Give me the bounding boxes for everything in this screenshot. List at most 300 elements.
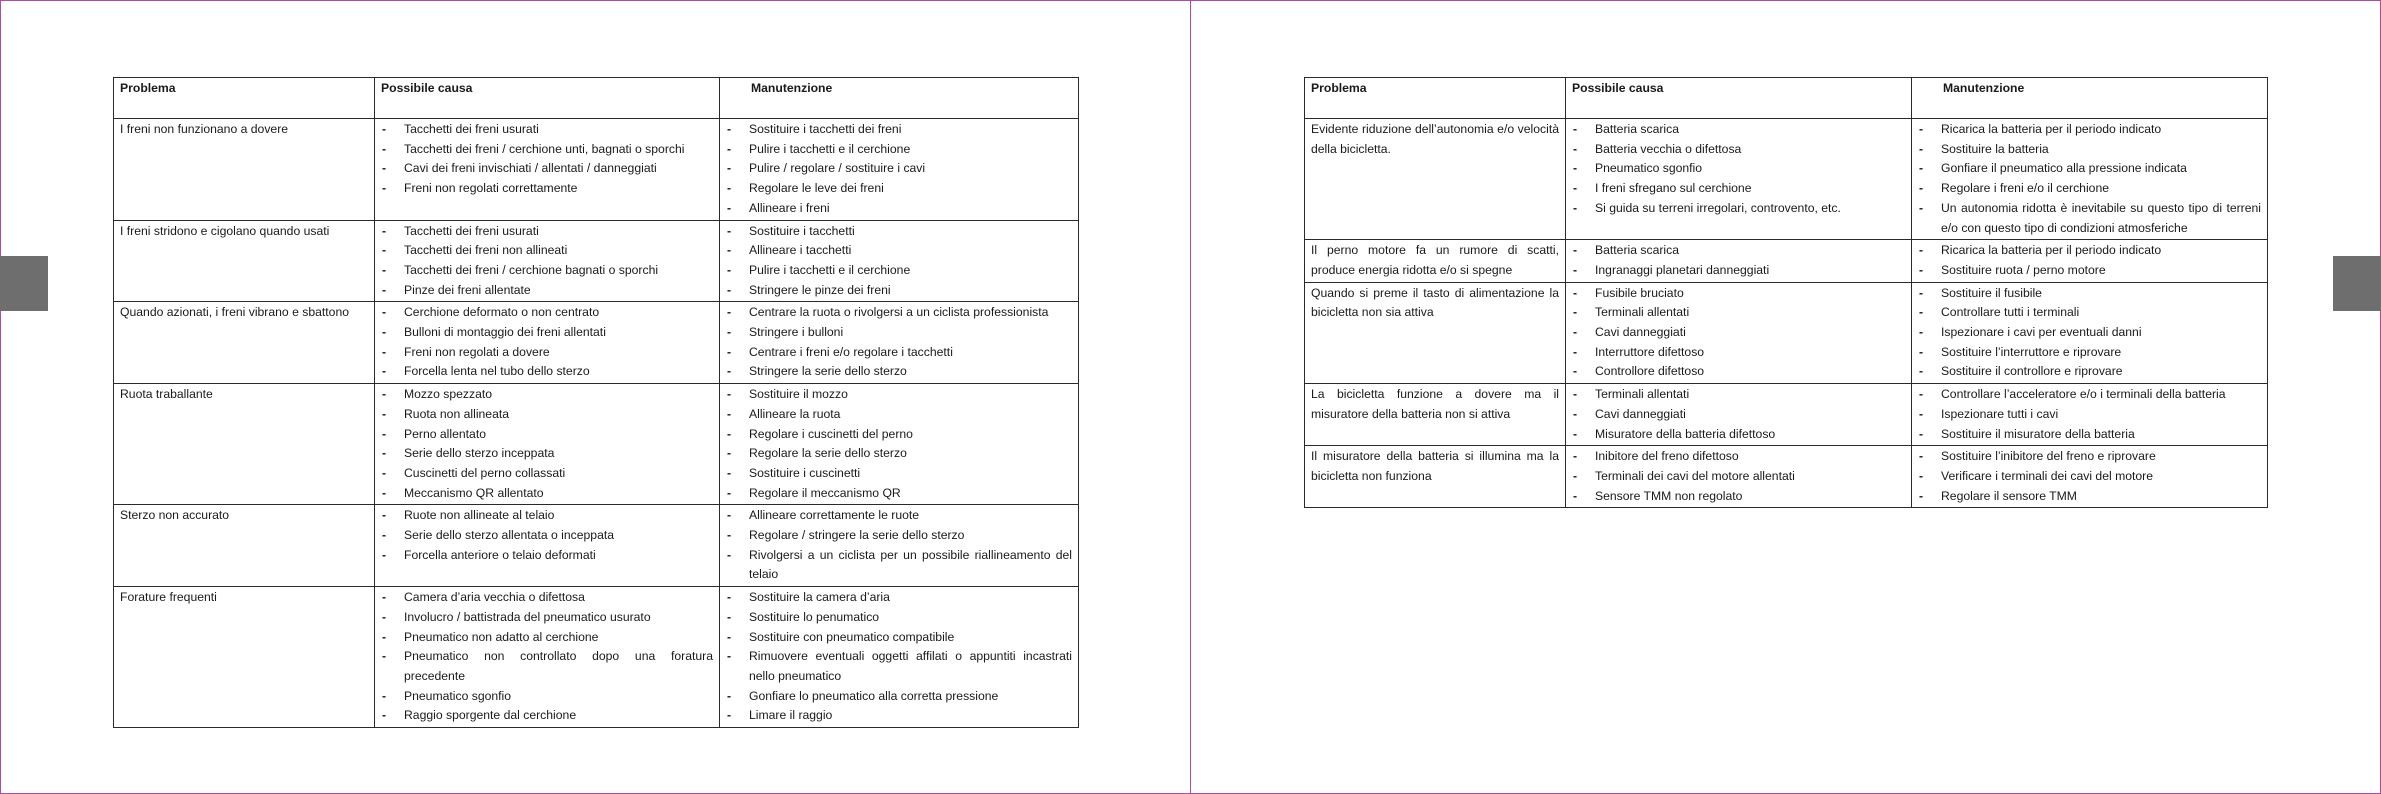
bullet-dash: -: [1919, 262, 1924, 277]
maintenance-cell: [1912, 119, 2268, 240]
maintenance-cell: [720, 384, 1079, 505]
maintenance-text: Sostituire i tacchetti: [749, 223, 855, 238]
cause-cell: [375, 505, 720, 587]
maintenance-text: Ricarica la batteria per il periodo indicato: [1941, 122, 2162, 136]
problem-cell: Il perno motore fa un rumore di scatti, produce energia ridotta e/o si spegne: [1305, 240, 1566, 282]
cause-text: Pinze dei freni allentate: [404, 282, 531, 297]
table-header-row: [114, 78, 1079, 119]
bullet-dash: -: [382, 122, 387, 136]
cause-text: Cavi dei freni invischiati / allentati / danneggiati: [404, 161, 657, 176]
bullet-dash: -: [1919, 387, 1924, 402]
maintenance-text: Controllare l’acceleratore e/o i terminali della batteria: [1941, 387, 2226, 402]
table-row: [1305, 240, 2268, 282]
problem-cell: Sterzo non accurato: [114, 505, 375, 587]
maintenance-item: [726, 120, 1072, 140]
maintenance-text: Sostituire il controllore e riprovare: [1941, 364, 2123, 379]
cause-item: [1572, 405, 1905, 425]
bullet-dash: -: [1919, 305, 1924, 320]
bullet-dash: -: [382, 508, 387, 523]
maintenance-item: [726, 140, 1072, 160]
maintenance-list: [1918, 120, 2261, 238]
maintenance-item: [726, 526, 1072, 546]
maintenance-item: [726, 385, 1072, 405]
problem-cell: La bicicletta funzione a dovere ma il misuratore della batteria non si attiva: [1305, 384, 1566, 446]
maintenance-item: [726, 706, 1072, 726]
bullet-dash: -: [1573, 122, 1578, 136]
maintenance-item: [726, 261, 1072, 281]
bullet-dash: -: [727, 305, 732, 320]
bullet-dash: -: [382, 282, 387, 297]
bullet-dash: -: [727, 406, 732, 421]
problem-cell: I freni stridono e cigolano quando usati: [114, 220, 375, 302]
cause-item: [1572, 343, 1905, 363]
maintenance-text: Sostituire l’interruttore e riprovare: [1941, 344, 2122, 359]
cause-item: [381, 588, 713, 608]
maintenance-text: Allineare i freni: [749, 200, 830, 215]
bullet-dash: -: [382, 344, 387, 359]
cause-item: [381, 425, 713, 445]
maintenance-cell: [1912, 384, 2268, 446]
cause-item: [381, 120, 713, 140]
bullet-dash: -: [1573, 325, 1578, 340]
bullet-dash: -: [1573, 141, 1578, 156]
bullet-dash: -: [382, 485, 387, 500]
maintenance-item: [726, 484, 1072, 504]
cause-text: Tacchetti dei freni usurati: [404, 122, 539, 136]
maintenance-list: [1918, 385, 2261, 444]
maintenance-item: [726, 464, 1072, 484]
cause-cell: [375, 384, 720, 505]
page-left-tab-marker: [0, 256, 48, 311]
cause-item: [1572, 284, 1905, 304]
maintenance-item: [1918, 487, 2261, 507]
maintenance-item: [1918, 447, 2261, 467]
maintenance-item: [1918, 425, 2261, 445]
cause-item: [381, 343, 713, 363]
header-cause: Possibile causa: [375, 78, 720, 119]
cause-cell: [1566, 446, 1912, 508]
cause-list: [381, 222, 713, 301]
maintenance-text: Sostituire il mozzo: [749, 387, 848, 402]
bullet-dash: -: [1919, 243, 1924, 258]
maintenance-cell: [1912, 446, 2268, 508]
bullet-dash: -: [382, 465, 387, 480]
header-maintenance: Manutenzione: [720, 78, 1079, 119]
maintenance-item: [726, 303, 1072, 323]
cause-item: [381, 405, 713, 425]
cause-text: Raggio sporgente dal cerchione: [404, 708, 577, 723]
troubleshooting-table-mechanical: [113, 77, 1079, 728]
maintenance-item: [1918, 120, 2261, 140]
table-row: [114, 119, 1079, 221]
cause-item: [381, 687, 713, 707]
bullet-dash: -: [727, 590, 732, 605]
cause-text: Pneumatico non adatto al cerchione: [404, 629, 599, 644]
cause-text: Tacchetti dei freni / cerchione bagnati o sporchi: [404, 262, 659, 277]
cause-item: [381, 140, 713, 160]
bullet-dash: -: [382, 629, 387, 644]
cause-list: [381, 506, 713, 565]
maintenance-cell: [720, 220, 1079, 302]
maintenance-item: [726, 343, 1072, 363]
cause-item: [381, 241, 713, 261]
maintenance-text: Pulire i tacchetti e il cerchione: [749, 262, 911, 277]
bullet-dash: -: [727, 282, 732, 297]
maintenance-list: [1918, 241, 2261, 280]
bullet-dash: -: [1919, 161, 1924, 176]
maintenance-item: [726, 241, 1072, 261]
bullet-dash: -: [1573, 262, 1578, 277]
bullet-dash: -: [1919, 468, 1924, 483]
bullet-dash: -: [382, 590, 387, 605]
cause-text: Camera d’aria vecchia o difettosa: [404, 590, 585, 605]
table-row: [1305, 119, 2268, 240]
maintenance-item: [726, 405, 1072, 425]
cause-text: Terminali allentati: [1595, 387, 1690, 402]
cause-item: [381, 323, 713, 343]
cause-cell: [375, 302, 720, 384]
header-maintenance: Manutenzione: [1912, 78, 2268, 119]
cause-text: Forcella lenta nel tubo dello sterzo: [404, 364, 590, 379]
cause-text: Freni non regolati correttamente: [404, 181, 578, 196]
bullet-dash: -: [382, 141, 387, 156]
maintenance-item: [1918, 199, 2261, 238]
bullet-dash: -: [727, 161, 732, 176]
bullet-dash: -: [727, 364, 732, 379]
maintenance-text: Gonfiare lo pneumatico alla corretta pressione: [749, 688, 999, 703]
cause-item: [381, 628, 713, 648]
maintenance-text: Stringere i bulloni: [749, 325, 844, 340]
table-row: [1305, 282, 2268, 384]
cause-item: [381, 706, 713, 726]
maintenance-cell: [1912, 282, 2268, 384]
problem-cell: I freni non funzionano a dovere: [114, 119, 375, 221]
maintenance-item: [726, 608, 1072, 628]
cause-item: [1572, 385, 1905, 405]
maintenance-cell: [1912, 240, 2268, 282]
cause-text: Inibitore del freno difettoso: [1595, 449, 1739, 464]
bullet-dash: -: [1573, 305, 1578, 320]
bullet-dash: -: [382, 688, 387, 703]
header-cause: Possibile causa: [1566, 78, 1912, 119]
header-problem: Problema: [1305, 78, 1566, 119]
cause-item: [1572, 199, 1905, 219]
cause-cell: [1566, 119, 1912, 240]
bullet-dash: -: [382, 649, 387, 664]
maintenance-item: [726, 179, 1072, 199]
maintenance-text: Allineare la ruota: [749, 406, 841, 421]
maintenance-text: Sostituire il fusibile: [1941, 285, 2042, 300]
cause-text: Bulloni di montaggio dei freni allentati: [404, 325, 606, 340]
cause-item: [381, 362, 713, 382]
cause-item: [381, 608, 713, 628]
bullet-dash: -: [727, 122, 732, 136]
bullet-dash: -: [727, 708, 732, 723]
maintenance-item: [726, 199, 1072, 219]
table-row: [1305, 384, 2268, 446]
bullet-dash: -: [382, 161, 387, 176]
cause-text: Mozzo spezzato: [404, 387, 493, 402]
cause-item: [1572, 447, 1905, 467]
cause-text: Sensore TMM non regolato: [1595, 488, 1743, 503]
bullet-dash: -: [727, 181, 732, 196]
cause-item: [1572, 140, 1905, 160]
maintenance-item: [1918, 362, 2261, 382]
bullet-dash: -: [382, 406, 387, 421]
maintenance-item: [726, 425, 1072, 445]
cause-item: [1572, 120, 1905, 140]
cause-item: [381, 444, 713, 464]
cause-text: Fusibile bruciato: [1595, 285, 1684, 300]
problem-cell: Ruota traballante: [114, 384, 375, 505]
bullet-dash: -: [1919, 325, 1924, 340]
problem-cell: Quando azionati, i freni vibrano e sbattono: [114, 302, 375, 384]
maintenance-item: [726, 222, 1072, 242]
cause-text: Terminali dei cavi del motore allentati: [1595, 468, 1795, 483]
maintenance-list: [726, 385, 1072, 503]
table-row: [1305, 446, 2268, 508]
maintenance-text: Regolare le leve dei freni: [749, 181, 884, 196]
cause-item: [381, 647, 713, 686]
maintenance-text: Ispezionare tutti i cavi: [1941, 406, 2059, 421]
bullet-dash: -: [727, 200, 732, 215]
bullet-dash: -: [1573, 387, 1578, 402]
maintenance-cell: [720, 587, 1079, 728]
maintenance-text: Limare il raggio: [749, 708, 833, 723]
maintenance-item: [1918, 140, 2261, 160]
maintenance-text: Controllare tutti i terminali: [1941, 305, 2080, 320]
problem-cell: Quando si preme il tasto di alimentazione la bicicletta non sia attiva: [1305, 282, 1566, 384]
cause-item: [381, 385, 713, 405]
maintenance-list: [726, 588, 1072, 726]
cause-text: Controllore difettoso: [1595, 364, 1705, 379]
bullet-dash: -: [727, 485, 732, 500]
bullet-dash: -: [727, 223, 732, 238]
bullet-dash: -: [1919, 406, 1924, 421]
bullet-dash: -: [1573, 285, 1578, 300]
maintenance-item: [1918, 405, 2261, 425]
table-row: [114, 384, 1079, 505]
bullet-dash: -: [1573, 161, 1578, 176]
maintenance-text: Rimuovere eventuali oggetti affilati o appuntiti incastrati nello pneumatico: [749, 649, 1072, 683]
header-problem: Problema: [114, 78, 375, 119]
maintenance-text: Sostituire la camera d’aria: [749, 590, 890, 605]
bullet-dash: -: [1573, 468, 1578, 483]
bullet-dash: -: [727, 528, 732, 543]
bullet-dash: -: [1919, 344, 1924, 359]
maintenance-item: [1918, 467, 2261, 487]
cause-text: Cuscinetti del perno collassati: [404, 465, 566, 480]
cause-item: [381, 159, 713, 179]
bullet-dash: -: [1573, 406, 1578, 421]
cause-text: Ruota non allineata: [404, 406, 510, 421]
maintenance-text: Pulire / regolare / sostituire i cavi: [749, 161, 926, 176]
cause-item: [1572, 487, 1905, 507]
maintenance-list: [726, 506, 1072, 585]
bullet-dash: -: [727, 688, 732, 703]
bullet-dash: -: [727, 649, 732, 664]
cause-text: Terminali allentati: [1595, 305, 1690, 320]
maintenance-item: [726, 159, 1072, 179]
cause-cell: [1566, 282, 1912, 384]
maintenance-list: [726, 303, 1072, 382]
maintenance-text: Stringere la serie dello sterzo: [749, 364, 907, 379]
maintenance-item: [726, 281, 1072, 301]
maintenance-list: [726, 222, 1072, 301]
cause-text: Cavi danneggiati: [1595, 325, 1686, 340]
bullet-dash: -: [727, 547, 732, 562]
bullet-dash: -: [1573, 449, 1578, 464]
cause-list: [381, 303, 713, 382]
bullet-dash: -: [382, 223, 387, 238]
cause-text: Batteria vecchia o difettosa: [1595, 141, 1742, 156]
maintenance-text: Regolare i freni e/o il cerchione: [1941, 181, 2110, 196]
cause-item: [381, 464, 713, 484]
bullet-dash: -: [1919, 449, 1924, 464]
maintenance-item: [1918, 159, 2261, 179]
cause-text: Misuratore della batteria difettoso: [1595, 426, 1776, 441]
cause-text: Pneumatico sgonfio: [1595, 161, 1703, 176]
table-row: [114, 220, 1079, 302]
bullet-dash: -: [382, 528, 387, 543]
bullet-dash: -: [1919, 122, 1924, 136]
maintenance-item: [1918, 284, 2261, 304]
bullet-dash: -: [727, 446, 732, 461]
cause-item: [1572, 241, 1905, 261]
cause-text: Pneumatico sgonfio: [404, 688, 512, 703]
maintenance-item: [1918, 385, 2261, 405]
bullet-dash: -: [1573, 243, 1578, 258]
cause-list: [1572, 385, 1905, 444]
maintenance-text: Centrare i freni e/o regolare i tacchetti: [749, 344, 953, 359]
cause-cell: [375, 220, 720, 302]
cause-item: [1572, 467, 1905, 487]
maintenance-text: Sostituire l’inibitore del freno e riprovare: [1941, 449, 2156, 464]
table-header-row: [1305, 78, 2268, 119]
maintenance-item: [1918, 241, 2261, 261]
cause-item: [381, 303, 713, 323]
bullet-dash: -: [382, 426, 387, 441]
cause-text: Interruttore difettoso: [1595, 344, 1705, 359]
maintenance-text: Rivolgersi a un ciclista per un possibile riallineamento del telaio: [749, 547, 1072, 582]
maintenance-text: Centrare la ruota o rivolgersi a un ciclista professionista: [749, 305, 1049, 320]
bullet-dash: -: [382, 181, 387, 196]
bullet-dash: -: [1919, 141, 1924, 156]
cause-text: Ruote non allineate al telaio: [404, 508, 555, 523]
maintenance-text: Allineare i tacchetti: [749, 243, 852, 258]
cause-text: Serie dello sterzo inceppata: [404, 446, 555, 461]
cause-item: [1572, 261, 1905, 281]
cause-item: [381, 281, 713, 301]
table-row: [114, 587, 1079, 728]
cause-text: Tacchetti dei freni / cerchione unti, bagnati o sporchi: [404, 141, 685, 156]
maintenance-text: Regolare i cuscinetti del perno: [749, 426, 913, 441]
bullet-dash: -: [382, 262, 387, 277]
cause-item: [1572, 425, 1905, 445]
maintenance-text: Sostituire i cuscinetti: [749, 465, 861, 480]
bullet-dash: -: [1919, 426, 1924, 441]
maintenance-cell: [720, 119, 1079, 221]
cause-list: [1572, 241, 1905, 280]
cause-text: Involucro / battistrada del pneumatico usurato: [404, 609, 651, 624]
cause-item: [1572, 323, 1905, 343]
maintenance-text: Verificare i terminali dei cavi del motore: [1941, 468, 2154, 483]
maintenance-list: [1918, 284, 2261, 383]
cause-text: Batteria scarica: [1595, 122, 1679, 136]
table-row: [114, 505, 1079, 587]
bullet-dash: -: [727, 243, 732, 258]
maintenance-text: Sostituire ruota / perno motore: [1941, 262, 2106, 277]
bullet-dash: -: [1919, 364, 1924, 379]
cause-text: Serie dello sterzo allentata o inceppata: [404, 528, 615, 543]
bullet-dash: -: [382, 364, 387, 379]
page-right-tab-marker: [2333, 256, 2381, 311]
maintenance-list: [726, 120, 1072, 219]
maintenance-item: [1918, 179, 2261, 199]
bullet-dash: -: [727, 426, 732, 441]
cause-text: Si guida su terreni irregolari, controvento, etc.: [1595, 200, 1841, 215]
bullet-dash: -: [382, 325, 387, 340]
maintenance-text: Regolare il sensore TMM: [1941, 488, 2077, 503]
cause-list: [381, 120, 713, 199]
bullet-dash: -: [1573, 364, 1578, 379]
cause-text: Freni non regolati a dovere: [404, 344, 550, 359]
cause-list: [381, 588, 713, 726]
cause-item: [381, 222, 713, 242]
table-row: [114, 302, 1079, 384]
bullet-dash: -: [1573, 488, 1578, 503]
cause-item: [1572, 179, 1905, 199]
cause-cell: [1566, 240, 1912, 282]
cause-text: I freni sfregano sul cerchione: [1595, 181, 1752, 196]
bullet-dash: -: [382, 708, 387, 723]
cause-text: Tacchetti dei freni usurati: [404, 223, 539, 238]
bullet-dash: -: [1573, 426, 1578, 441]
maintenance-cell: [720, 505, 1079, 587]
cause-text: Meccanismo QR allentato: [404, 485, 544, 500]
cause-cell: [375, 119, 720, 221]
maintenance-text: Ispezionare i cavi per eventuali danni: [1941, 325, 2142, 340]
cause-text: Ingranaggi planetari danneggiati: [1595, 262, 1770, 277]
maintenance-item: [1918, 303, 2261, 323]
maintenance-item: [726, 323, 1072, 343]
bullet-dash: -: [727, 508, 732, 523]
cause-list: [1572, 120, 1905, 219]
cause-text: Tacchetti dei freni non allineati: [404, 243, 568, 258]
bullet-dash: -: [382, 547, 387, 562]
cause-item: [381, 261, 713, 281]
cause-item: [1572, 362, 1905, 382]
maintenance-text: Pulire i tacchetti e il cerchione: [749, 141, 911, 156]
cause-list: [1572, 284, 1905, 383]
maintenance-item: [726, 546, 1072, 585]
cause-cell: [375, 587, 720, 728]
maintenance-text: Sostituire il misuratore della batteria: [1941, 426, 2135, 441]
cause-text: Pneumatico non controllato dopo una foratura precedente: [404, 649, 713, 683]
maintenance-text: Sostituire con pneumatico compatibile: [749, 629, 955, 644]
bullet-dash: -: [1919, 181, 1924, 196]
cause-item: [1572, 303, 1905, 323]
cause-item: [381, 506, 713, 526]
cause-item: [381, 526, 713, 546]
cause-item: [381, 179, 713, 199]
bullet-dash: -: [1573, 344, 1578, 359]
bullet-dash: -: [1919, 200, 1924, 215]
problem-cell: Forature frequenti: [114, 587, 375, 728]
maintenance-item: [1918, 343, 2261, 363]
maintenance-item: [1918, 323, 2261, 343]
maintenance-text: Un autonomia ridotta è inevitabile su questo tipo di terreni e/o con questo tipo di condizioni atmosferiche: [1941, 200, 2261, 235]
